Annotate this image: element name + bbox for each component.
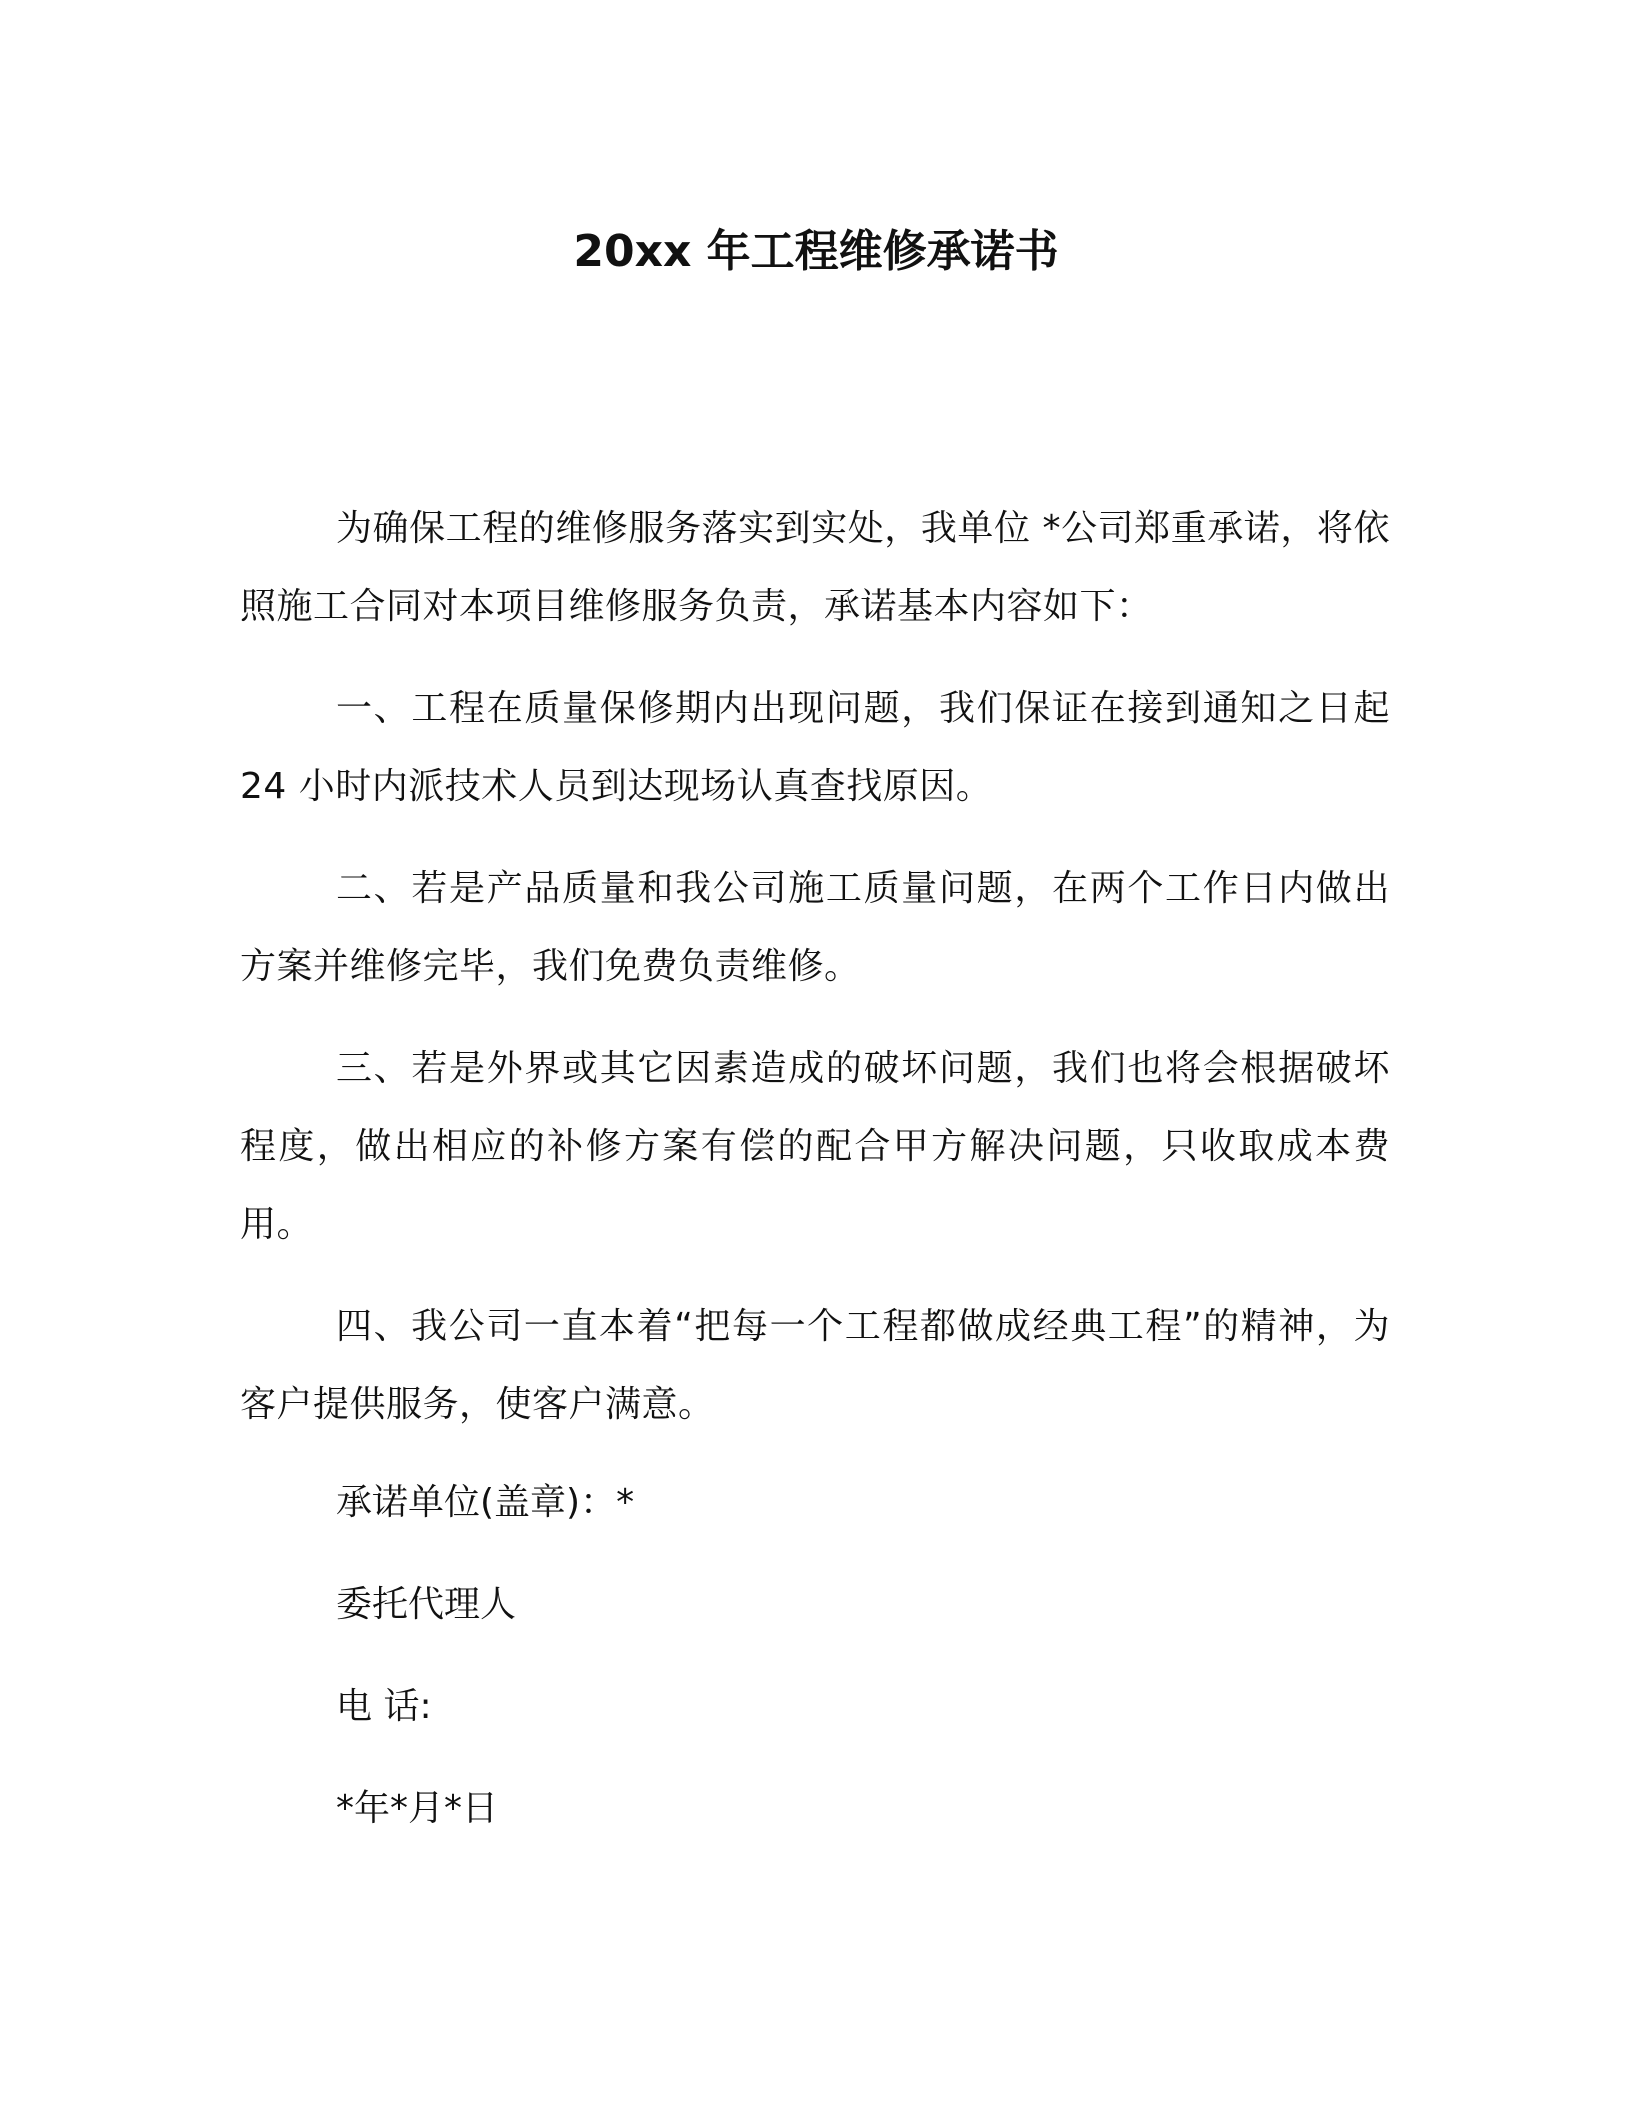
- document-body: [240, 490, 1390, 1468]
- signature-phone: 电 话:: [336, 1686, 432, 1727]
- signature-date: *年*月*日: [336, 1788, 499, 1829]
- paragraph-intro: 为确保工程的维修服务落实到实处，我单位 *公司郑重承诺，将依照施工合同对本项目维修服务负责，承诺基本内容如下：: [240, 508, 1390, 627]
- paragraph-clause-4: 四、我公司一直本着“把每一个工程都做成经典工程”的精神，为客户提供服务，使客户满意。: [240, 1306, 1390, 1425]
- signature-unit: 承诺单位(盖章)：*: [336, 1482, 635, 1523]
- document-title: 20xx 年工程维修承诺书: [573, 226, 1059, 277]
- paragraph-clause-3: 三、若是外界或其它因素造成的破坏问题，我们也将会根据破坏程度，做出相应的补修方案有偿的配合甲方解决问题，只收取成本费用。: [240, 1048, 1390, 1245]
- paragraph-clause-1: 一、工程在质量保修期内出现问题，我们保证在接到通知之日起 24 小时内派技术人员到达现场认真查找原因。: [240, 688, 1390, 807]
- paragraph-clause-2: 二、若是产品质量和我公司施工质量问题，在两个工作日内做出方案并维修完毕，我们免费负责维修。: [240, 868, 1390, 987]
- signature-agent: 委托代理人: [336, 1584, 517, 1625]
- signature-block: [240, 1473, 634, 1881]
